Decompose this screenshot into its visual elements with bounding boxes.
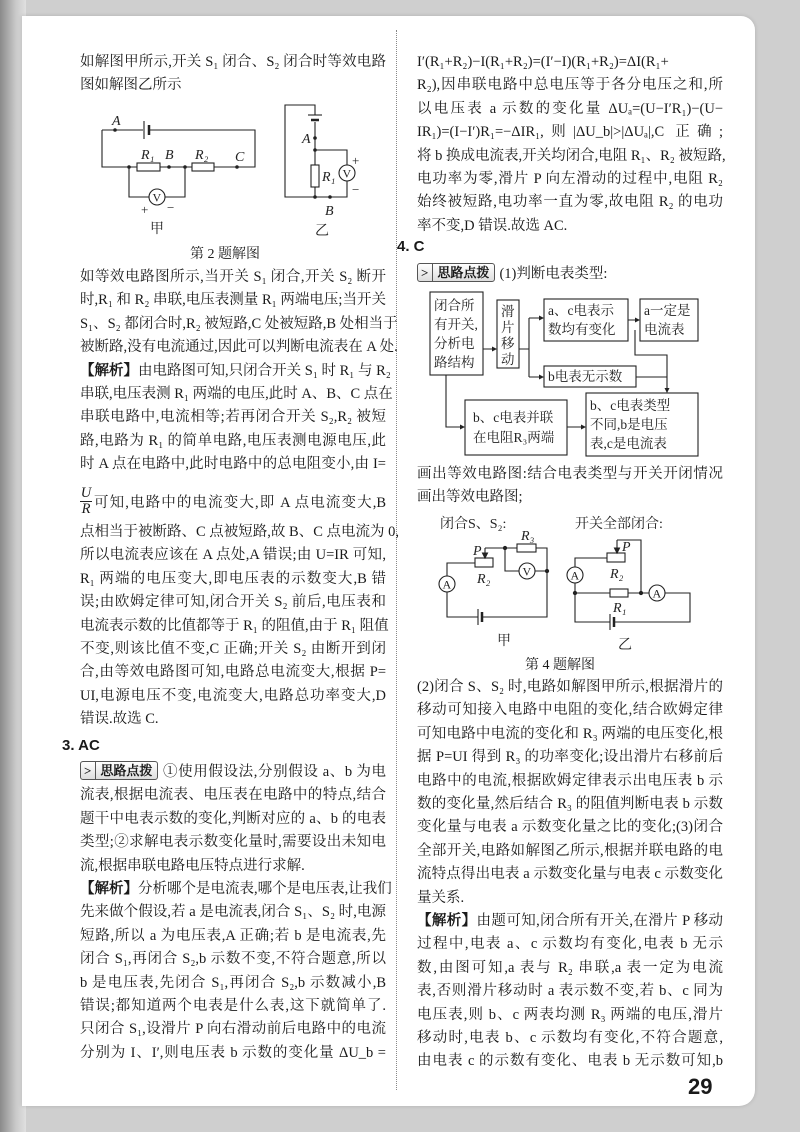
slider-arrow-icon [615, 548, 620, 553]
line-text: 变化量与电表 a 示数变化量之比的变化;(3)闭合 [417, 819, 723, 836]
label-p: P [473, 544, 482, 559]
flowchart [430, 292, 698, 456]
line-text: 题干中电表示数的变化,判断对应的 a、b 的电表 [80, 810, 386, 827]
line-text: 合,由等效电路图可知,电路总电流变大,根据 P= [80, 664, 386, 681]
line-text: 时 A 点在电路中,此时电路中的总电阻变小,由 I= [80, 456, 386, 473]
line-text: 数的变化量,然后结合 R₃ 的阻值判断电表 b 示数 [417, 795, 723, 812]
label-r1: R₁ [613, 601, 627, 616]
line-text: 画出等效电路图; [417, 489, 523, 506]
flow-box-text: a、c电表示 [548, 303, 614, 318]
figure-2-caption: 第 2 题解图 [190, 247, 260, 262]
fraction-denominator: R [81, 501, 91, 517]
plus-sign: + [352, 153, 360, 168]
label-b: B [165, 148, 174, 163]
resistor-r3 [517, 544, 536, 552]
figure-4-caption: 第 4 题解图 [525, 658, 595, 673]
wire [447, 548, 547, 617]
tip-badge-label: 思路点拨 [100, 763, 153, 778]
junction [183, 165, 187, 169]
line-text: 流,根据串联电路电压特点进行求解. [80, 857, 305, 874]
analysis-label: 【解析】 [80, 362, 138, 379]
line-text: 电路中的电流,根据欧姆定律表示出电压表 b 示 [417, 772, 723, 789]
flow-box-text: 动 [501, 352, 515, 367]
wire [102, 130, 255, 167]
line-text: 将 b 换成电流表,开关均闭合,电阻 R₁、R₂ 被短路, [417, 147, 726, 164]
line-text: 电功率为零,滑片 P 向左滑动的过程中,电阻 R₂ [417, 170, 723, 187]
fraction-line-text: 可知,电路中的电流变大,即 A 点电流变大,B [94, 495, 386, 511]
slider-arrow-icon [483, 553, 488, 558]
label-r1: R₁ [141, 148, 155, 163]
line-text: 图如解图乙所示 [80, 77, 182, 94]
label-r2: R₂ [477, 572, 491, 587]
line-text: 过程中,电表 a、c 示数均有变化,电表 b 无示 [417, 936, 723, 953]
line-text: 表,否则滑片移动时 a 表示数不变,若 b、c 同为 [417, 983, 723, 1000]
line-text: 类型;②求解电表示数变化量时,需要设出未知电 [80, 834, 386, 851]
line-text: 只闭合 S₁,设滑片 P 向右滑动前后电路中的电流 [80, 1021, 386, 1038]
line-text: 量关系. [417, 889, 465, 906]
line-text: 串联电路中,电流相等;若再闭合开关 S₂,R₂ 被短 [80, 409, 386, 426]
resistor-r1 [137, 163, 160, 171]
junction [503, 546, 506, 549]
line-text: 由电路图可知,只闭合开关 S₁ 时 R₁ 与 R₂ [138, 362, 391, 379]
minus-sign: − [167, 200, 175, 215]
line-text: 以电压表 a 示数的变化量 ΔUₐ=(U−I′R₁)−(U− [417, 100, 723, 117]
line-text: 全部开关,电路如解图乙所示,根据并联电路的电 [417, 842, 723, 859]
yi-title: 开关全部闭合: [575, 517, 663, 532]
line-text: 分别为 I、I′,则电压表 b 示数的变化量 ΔU_b = [80, 1044, 386, 1061]
label-r1: R₁ [322, 170, 336, 185]
line-text: S₁、S₂ 都闭合时,R₂ 被短路,C 处被短路,B 处相当于 [80, 315, 398, 332]
line-text: b 是电压表,先闭合 S₁,再闭合 S₂,b 示数减小,B [80, 974, 386, 991]
line-text: I′(R₁+R₂)−I(R₁+R₂)=(I′−I)(R₁+R₂)=ΔI(R₁+ [417, 54, 669, 70]
line-text: 错误.故选 C. [80, 711, 159, 728]
page-number: 29 [688, 1074, 713, 1099]
flow-text [434, 297, 691, 451]
line-text: 始终被短路,电功率一直为零,故电阻 R₂ 的电功 [417, 194, 723, 211]
ammeter-label: A [442, 577, 452, 592]
label-r3: R₃ [521, 529, 535, 544]
junction [573, 591, 576, 594]
question-4-answer: 4. C [397, 238, 425, 255]
line-text: 流特点得出电表 a 示数变化量与电表 c 示数变化 [417, 866, 723, 883]
ammeter-label: A [570, 568, 580, 583]
flow-box-bc-parallel [465, 400, 567, 455]
line-text: 短路,所以 a 为电压表,A 正确;若 b 是电流表,先 [80, 927, 386, 944]
line-text: 移动时,电表 b、c 示数均有变化,不符合题意, [417, 1029, 723, 1046]
line-text: 串联,电压表测 R₁ 两端的电压,此时 A、B、C 点在 [80, 385, 393, 402]
flow-box-text: 分析电 [434, 336, 475, 351]
flow-box-text: 路结构 [434, 355, 475, 370]
figure-4 [439, 515, 690, 653]
line-text: 电压表,则 b、c 两表均测 R₃ 两端的电压,滑片 [417, 1006, 723, 1023]
line-text: R₁ 两端的电压变大,即电压表的示数变大,B 错 [80, 570, 386, 587]
line-text: R₂),因串联电路中总电压等于各分电压之和,所 [417, 77, 723, 94]
resistor-r1 [311, 165, 319, 187]
figure-4-circuit-yi [567, 540, 690, 653]
label-r2: R₂ [195, 148, 209, 163]
line-text: 所以电流表应该在 A 点处,A 错误;由 U=IR 可知, [80, 547, 386, 564]
line-text: ①使用假设法,分别假设 a、b 为电 [162, 764, 386, 780]
flow-box-text: 数均有变化 [548, 322, 616, 337]
line-text: 时,R₁ 和 R₂ 串联,电压表测量 R₁ 两端电压;当开关 [80, 292, 386, 309]
resistor-r1 [610, 589, 628, 597]
label-p: P [622, 540, 631, 555]
question-3-answer: 3. AC [62, 737, 100, 754]
minus-sign: − [352, 182, 360, 197]
label-b: B [325, 204, 334, 219]
label-yi: 乙 [618, 638, 632, 653]
label-a: A [302, 132, 311, 147]
analysis-label: 【解析】 [417, 913, 477, 929]
line-text: 点相当于被断路、C 点被短路,故 B、C 点电流为 0, [80, 524, 400, 540]
label-jia: 甲 [497, 634, 511, 649]
junction [313, 148, 317, 152]
resistor-r2 [192, 163, 214, 171]
rheostat-r2 [475, 558, 493, 567]
line-text: 可知电路中电流的变化和 R₃ 两端的电压变化,根 [417, 725, 723, 742]
flow-box-text: 不同,b是电压 [590, 417, 668, 432]
flow-box-text: a一定是 [644, 303, 691, 318]
junction [313, 195, 317, 199]
line-text: 由电表 c 的示数有变化、电表 b 无示数可知,b [417, 1053, 723, 1070]
line-text: 先来做个假设,若 a 是电流表,闭合 S₁、S₂ 时,电源 [80, 904, 386, 921]
label-yi: 乙 [315, 224, 329, 239]
flow-box-text: 表,c是电流表 [590, 436, 667, 451]
jia-title: 闭合S、S₂: [440, 517, 507, 532]
chevron-right-icon: > [84, 762, 96, 779]
ammeter-label: A [652, 586, 662, 601]
line-text: 如解图甲所示,开关 S₁ 闭合、S₂ 闭合时等效电路 [80, 54, 386, 70]
line-text: 错误;都知道两个电表是什么表,这下就简单了. [80, 997, 386, 1014]
flow-box-text: b、c电表并联 [473, 410, 554, 425]
node-c [235, 165, 239, 169]
flow-box-text: b电表无示数 [548, 369, 623, 384]
line-text: UI,电源电压不变,电流变大,电路总功率变大,D [80, 687, 386, 704]
flow-box-text: 片 [501, 320, 515, 335]
voltmeter-label: V [342, 166, 352, 181]
figure-2-circuit-yi [285, 105, 359, 239]
flow-box-text: 有开关, [434, 317, 478, 332]
voltmeter-label: V [522, 564, 532, 579]
line-text: 画出等效电路图:结合电表类型与开关开闭情况 [417, 466, 723, 482]
plus-sign: + [141, 202, 149, 217]
node-b [328, 195, 332, 199]
node-a [313, 136, 317, 140]
junction [127, 165, 131, 169]
line-text: 率不变,D 错误.故选 AC. [417, 217, 568, 234]
label-c: C [235, 150, 245, 165]
line-text: 如等效电路图所示,当开关 S₁ 闭合,开关 S₂ 断开 [80, 269, 386, 285]
line-text: 流表,根据电流表、电压表在电路中的特点,结合 [80, 787, 386, 804]
wire [575, 540, 690, 622]
fraction-numerator: U [80, 485, 92, 501]
label-r2: R₂ [610, 567, 624, 582]
flow-box-text: b、c电表类型 [590, 398, 671, 413]
line-text: 路,电路为 R₁ 的简单电路,电压表测电源电压,此 [80, 432, 386, 449]
flow-box-text: 闭合所 [434, 298, 475, 313]
line-text: IR₁)=(I−I′)R₁=−ΔIR₁,则|ΔU_b|>|ΔUₐ|,C 正确; [417, 124, 723, 141]
line-text: 不变,则该比值不变,C 正确;开关 S₂ 由断开到闭 [80, 640, 386, 657]
label-jia: 甲 [150, 222, 164, 237]
line-text: 移动可知接入电路中电阻的变化,结合欧姆定律 [417, 702, 723, 719]
line-text: 数,由图可知,a 表与 R₂ 串联,a 表一定为电流 [417, 959, 723, 976]
line-text: 闭合 S₁,再闭合 S₂,b 示数不变,不符合题意,所以 [80, 951, 386, 968]
line-text: 误;由欧姆定律可知,闭合开关 S₂ 前后,电压表和 [80, 594, 386, 611]
line-text: (2)闭合 S、S₂ 时,电路如解图甲所示,根据滑片的 [417, 679, 723, 695]
line-text: 据 P=UI 得到 R₃ 的功率变化;设出滑片右移前后 [417, 749, 723, 766]
junction [639, 591, 642, 594]
flow-box-text: 在电阻R₃两端 [473, 430, 555, 445]
node-b [167, 165, 171, 169]
flow-box-text: 移 [501, 336, 515, 351]
figure-2-circuit-jia [102, 114, 255, 237]
line-text: 分析哪个是电流表,哪个是电压表,让我们 [138, 881, 392, 897]
tip-badge-label: 思路点拨 [437, 265, 490, 280]
line-text: 被断路,没有电流通过,因此可以判断电流表在 A 处. [80, 339, 398, 356]
chevron-right-icon: > [421, 264, 433, 281]
analysis-label: 【解析】 [80, 881, 138, 897]
label-a: A [112, 114, 121, 129]
voltmeter-label: V [152, 190, 162, 205]
flow-box-text: 电流表 [644, 322, 685, 337]
figure-4-circuit-jia [439, 529, 549, 649]
line-text: 电流表示数的比值都等于 R₁ 的阻值,由于 R₁ 阻值 [80, 617, 389, 634]
junction [545, 569, 548, 572]
flow-box-text: 滑 [501, 304, 515, 319]
tip-text: (1)判断电表类型: [499, 266, 608, 282]
line-text: 由题可知,闭合所有开关,在滑片 P 移动 [476, 913, 724, 929]
